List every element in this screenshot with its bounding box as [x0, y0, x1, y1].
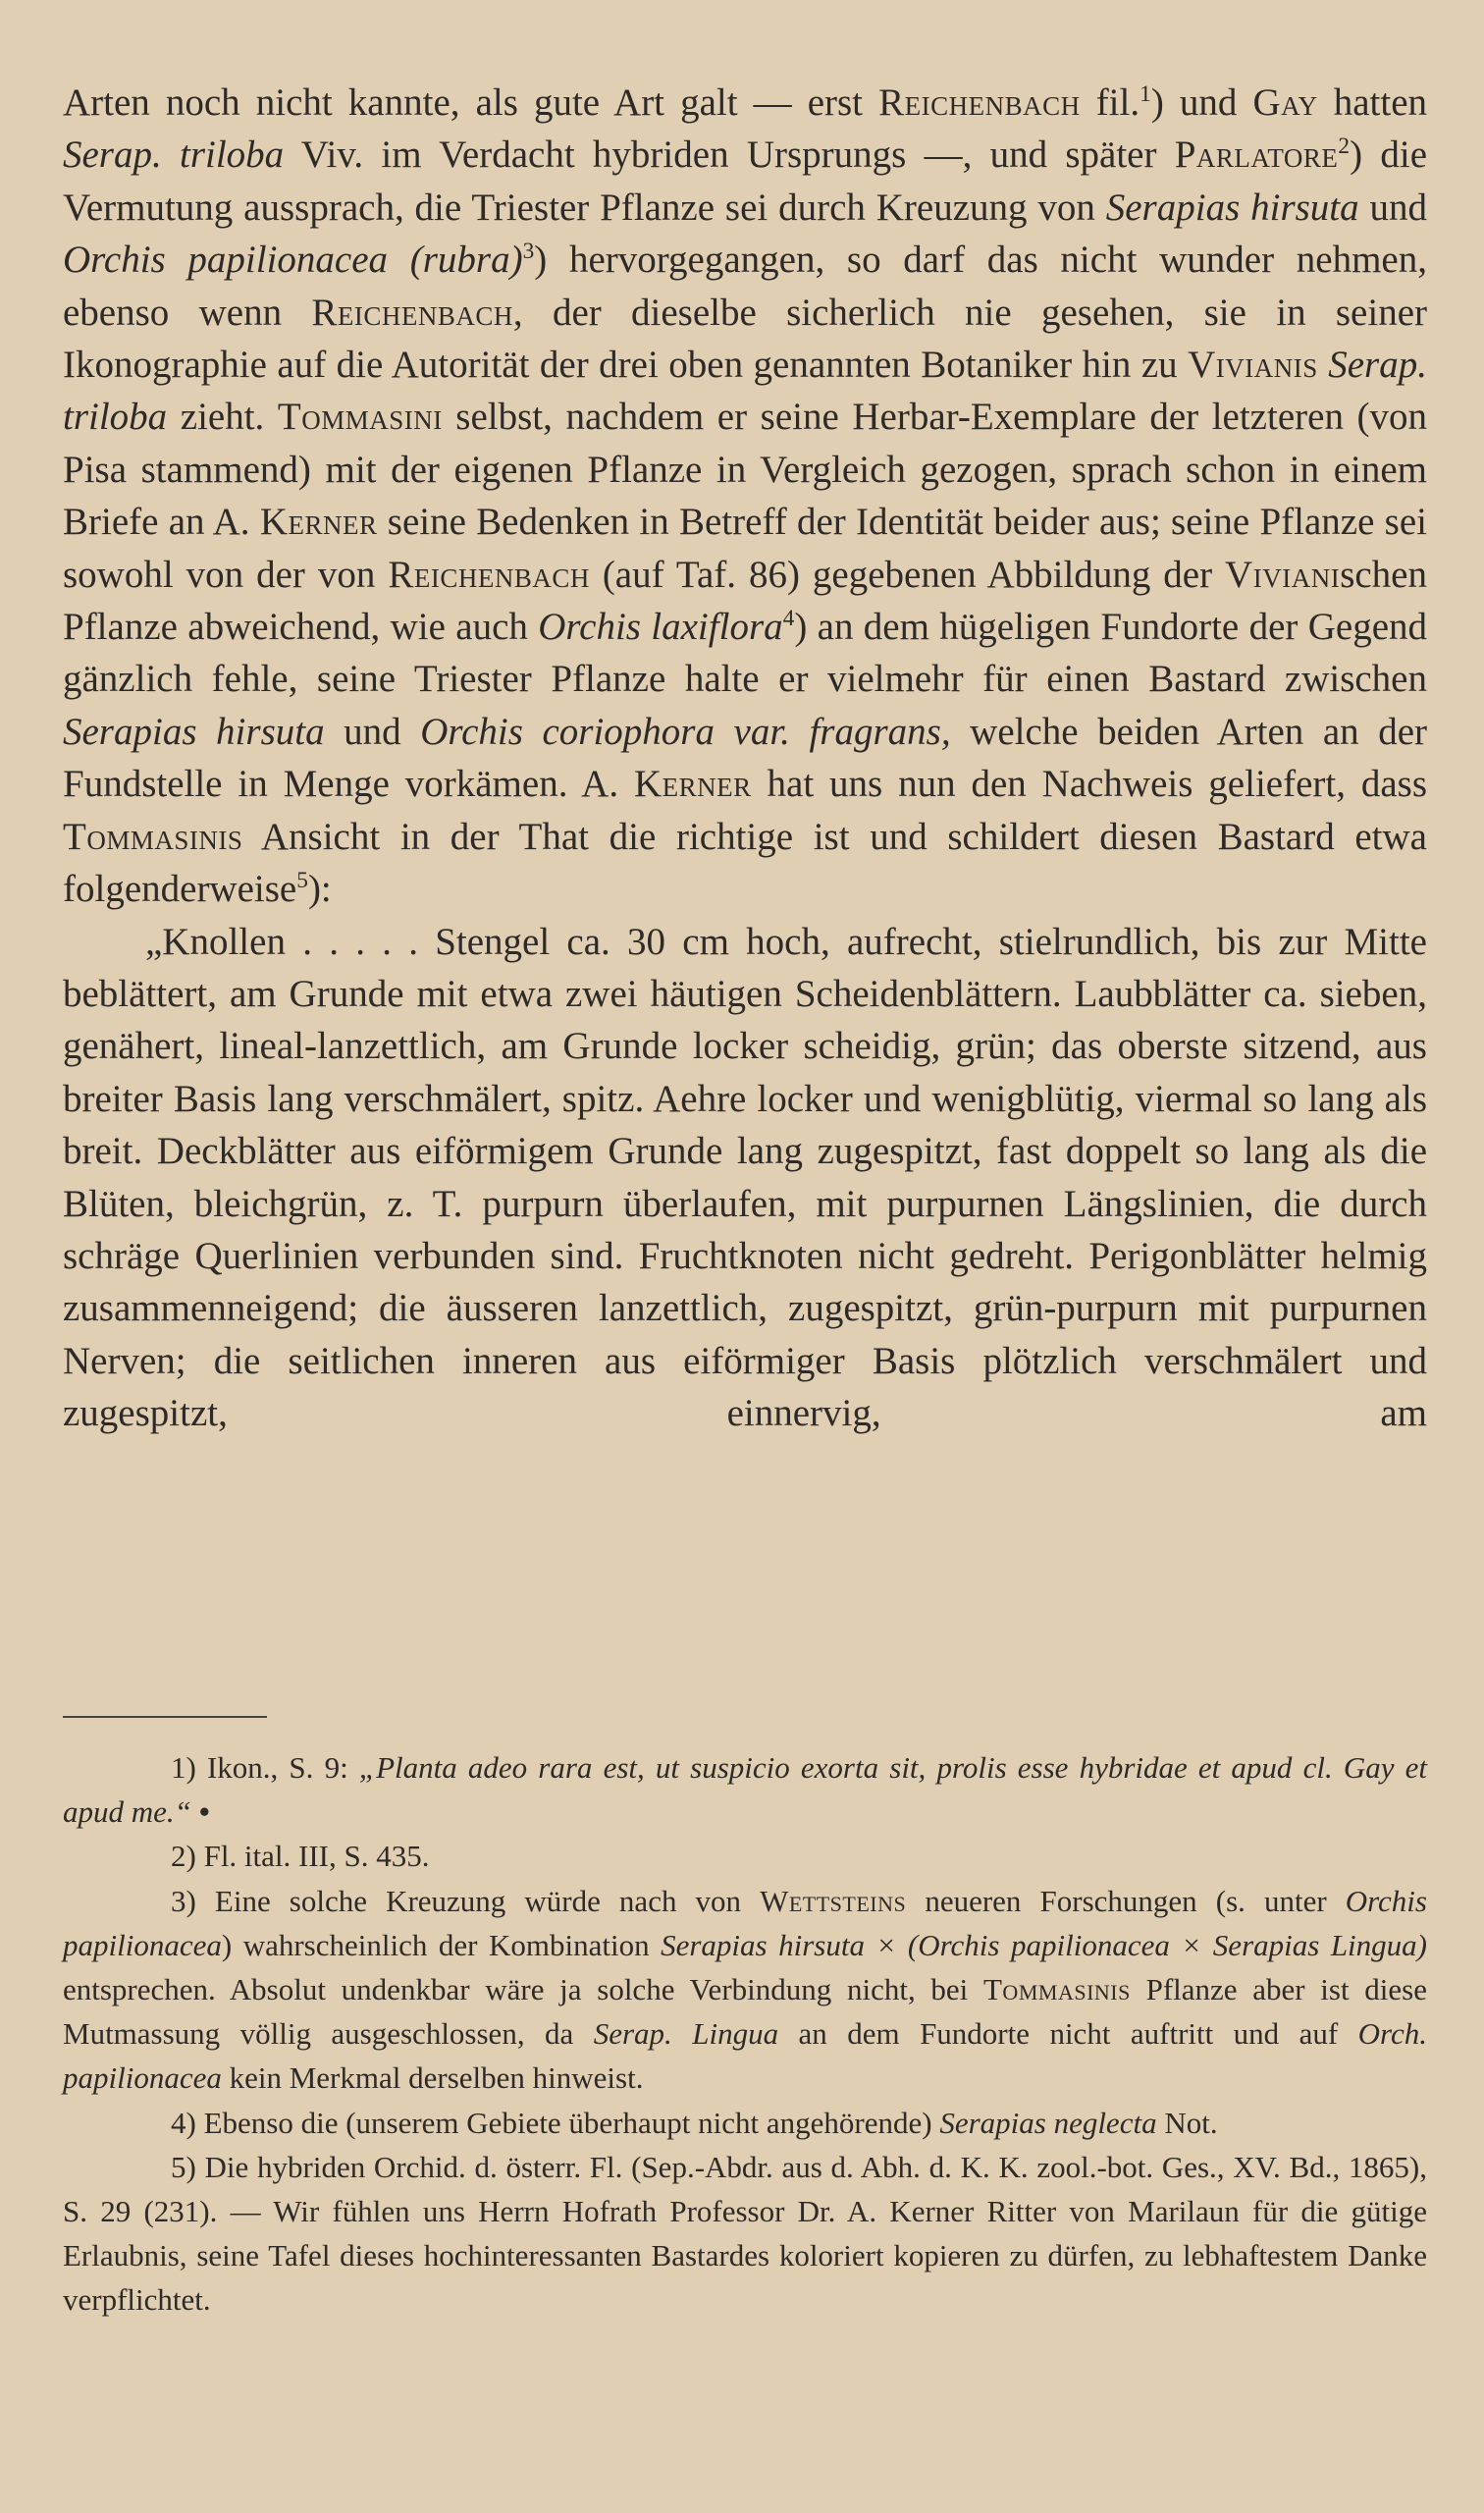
author-name: Reichenbach — [388, 553, 590, 596]
author-name: Tommasini — [277, 396, 443, 439]
footnote-5: 5) Die hybriden Orchid. d. österr. Fl. (Sep.-Abdr. aus d. Abh. d. K. K. zool.-bot. Ges., XV. Bd., 1865), S. 29 (231). — Wir fühlen uns Herrn Hofrath Professor Dr. A. Kerner Ritter von Marilaun für die gütige Erlaubnis, seine Tafel dieses hochinteressanten Bastardes koloriert kopieren zu dürfen, zu lebhaftestem Danke verpflichtet. — [63, 2149, 1427, 2318]
author-name: Kerner — [633, 763, 752, 806]
paragraph-discussion: Arten noch nicht kannte, als gute Art galt — erst Reichenbach fil.$^1$) und Gay hatten Serap. triloba Viv. im Verdacht hybriden Ursprungs —, und später Parlatore$^2$) die Vermutung aussprach, die Triester Pflanze sei durch Kreuzung von Serapias hirsuta und Orchis papilionacea (rubra)$^3$) hervorgegangen, so darf das nicht wunder nehmen, ebenso wenn Reichenbach, der dieselbe sicherlich nie gesehen, sie in seiner Ikonographie auf die Autorität der drei oben genannten Botaniker hin zu Vivianis Serap. triloba zieht. Tommasini selbst, nachdem er seine Herbar-Exemplare der letzteren (von Pisa stammend) mit der eigenen Pflanze in Vergleich gezogen, sprach schon in einem Briefe an A. Kerner seine Bedenken in Betreff der Identität beider aus; seine Pflanze sei sowohl von der von Reichenbach (auf Taf. 86) gegebenen Abbildung der Vivianischen Pflanze abweichend, wie auch Orchis laxiflora$^4$) an dem hügeligen Fundorte der Gegend gänzlich fehle, seine Triester Pflanze halte er vielmehr für einen Bastard zwischen Serapias hirsuta und Orchis coriophora var. fragrans, welche beiden Arten an der Fundstelle in Menge vorkämen. A. Kerner hat uns nun den Nachweis geliefert, dass Tommasinis Ansicht in der That die richtige ist und schildert diesen Bastard etwa folgenderweise$^5$): — [63, 81, 1428, 911]
footnote-1: 1) Ikon., S. 9: „Planta adeo rara est, ut suspicio exorta sit, prolis esse hybridae et apud cl. Gay et apud me.“ • — [63, 1750, 1428, 1830]
taxon-name: Orchis papilionacea (rubra) — [63, 239, 523, 282]
footnote-divider — [63, 1716, 267, 1718]
footnote-ref-3: 3 — [522, 239, 535, 265]
author-name: Gay — [1252, 81, 1318, 124]
author-name: Kerner — [259, 501, 378, 544]
taxon-name: Orchis coriophora var. fragrans, — [420, 710, 951, 753]
author-name: Tommasinis — [63, 815, 243, 858]
author-name: Vivianis — [1188, 344, 1318, 387]
quotation: „Planta adeo rara est, ut suspicio exorta sit, prolis esse hybridae et apud cl. Gay et apud me.“ — [63, 1750, 1428, 1830]
author-name: Parlatore — [1174, 134, 1339, 177]
footnote-2: 2) Fl. ital. III, S. 435. — [171, 1839, 430, 1874]
author-name: Reichenbach — [311, 291, 513, 334]
taxon-name: Serapias hirsuta — [63, 710, 325, 753]
footnotes — [63, 1745, 1427, 2323]
author-name: Viviani — [1225, 553, 1341, 596]
author-name: Wettsteins — [760, 1883, 907, 1918]
taxon-name: Serapias hirsuta — [1105, 186, 1359, 229]
taxon-name: Serap. Lingua — [593, 2016, 779, 2052]
footnote-ref-1: 1 — [1140, 81, 1151, 107]
footnote-ref-5: 5 — [296, 868, 308, 894]
taxon-name: Serap. triloba — [63, 344, 1427, 439]
taxon-name: Orchis laxiflora — [538, 606, 783, 649]
taxon-name: Orch. papilionacea — [63, 2016, 1427, 2096]
footnote-ref-2: 2 — [1338, 134, 1351, 160]
footnote-3: 3) Eine solche Kreuzung würde nach von Wettsteins neueren Forschungen (s. unter Orchis papilionacea) wahrscheinlich der Kombination Serapias hirsuta × (Orchis papilionacea × Serapias Lingua) entsprechen. Absolut undenkbar wäre ja solche Verbindung nicht, bei Tommasinis Pflanze aber ist diese Mutmassung völlig ausgeschlossen, da Serap. Lingua an dem Fundorte nicht auftritt und auf Orch. papilionacea kein Merkmal derselben hinweist. — [63, 1883, 1427, 2096]
taxon-name: Serapias hirsuta × (Orchis papilionacea × Serapias Lingua) — [661, 1927, 1427, 1962]
taxon-name: Serapias neglecta — [939, 2105, 1157, 2140]
taxon-name: Serap. triloba — [63, 134, 285, 177]
author-name: Reichenbach — [878, 81, 1081, 124]
paragraph-description: „Knollen . . . . . Stengel ca. 30 cm hoch, aufrecht, stielrundlich, bis zur Mitte beblättert, am Grunde mit etwa zwei häutigen Scheidenblättern. Laubblätter ca. sieben, genähert, lineal-lanzettlich, am Grunde locker scheidig, grün; das oberste sitzend, aus breiter Basis lang verschmälert, spitz. Aehre locker und wenigblütig, viermal so lang als breit. Deckblätter aus eiförmigem Grunde lang zugespitzt, fast doppelt so lang als die Blüten, bleichgrün, z. T. purpurn überlaufen, mit purpurnen Längslinien, die durch schräge Querlinien verbunden sind. Fruchtknoten nicht gedreht. Perigonblätter helmig zusammenneigend; die äusseren lanzettlich, zugespitzt, grün-purpurn mit purpurnen Nerven; die seitlichen inneren aus eiförmiger Basis plötzlich verschmälert und zugespitzt, einnervig, am — [63, 920, 1427, 1435]
author-name: Tommasinis — [983, 1972, 1131, 2007]
ink-mark: • — [198, 1794, 210, 1830]
footnote-4: 4) Ebenso die (unserem Gebiete überhaupt nicht angehörende) Serapias neglecta Not. — [171, 2105, 1218, 2140]
footnote-ref-4: 4 — [782, 606, 795, 632]
taxon-name: Orchis papilionacea — [63, 1883, 1427, 1962]
main-text — [63, 77, 1427, 1440]
